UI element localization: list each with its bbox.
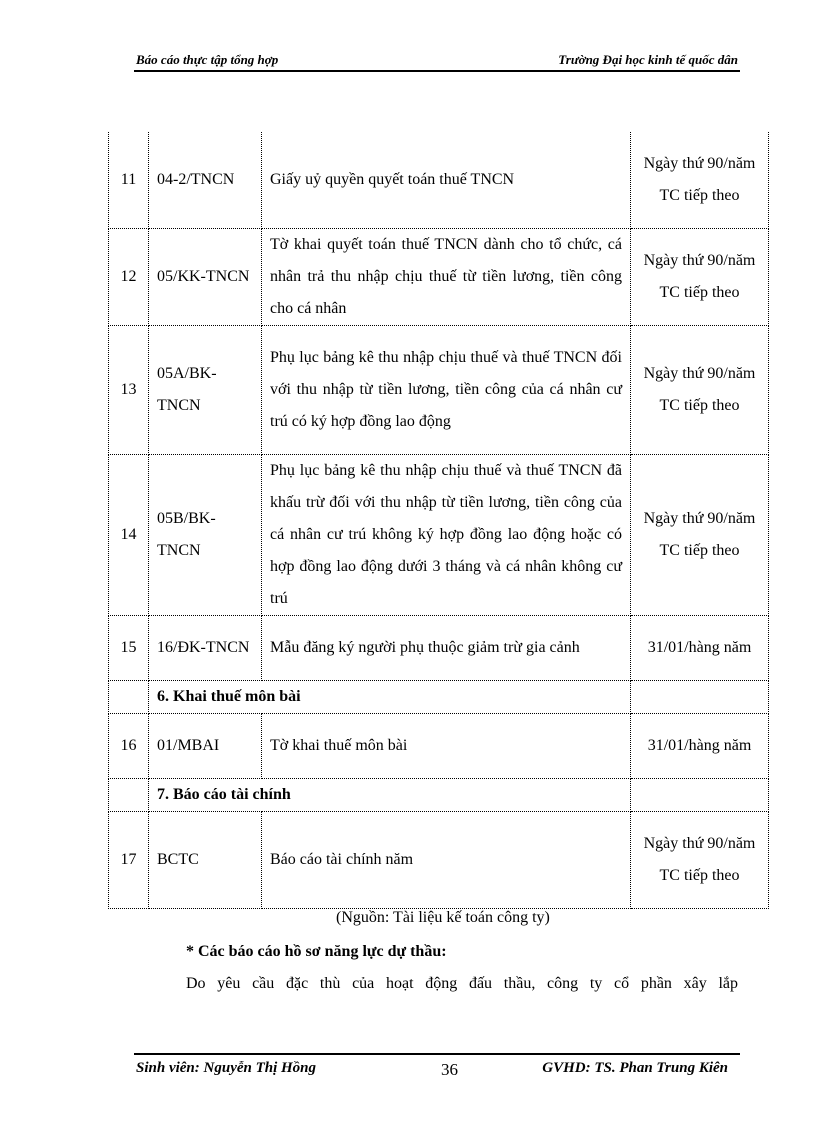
page-footer [134, 1053, 740, 1079]
section-heading-tax-license: 6. Khai thuế môn bài [149, 681, 631, 714]
form-code: 05/KK-TNCN [149, 229, 262, 326]
table-row [109, 326, 769, 455]
filing-deadline: Ngày thứ 90/năm TC tiếp theo [631, 326, 769, 455]
form-code: 16/ĐK-TNCN [149, 616, 262, 681]
header-left-title: Báo cáo thực tập tổng hợp [136, 52, 279, 67]
empty-cell [109, 779, 149, 812]
table-row [109, 455, 769, 616]
row-number: 17 [109, 812, 149, 909]
filing-deadline: Ngày thứ 90/năm TC tiếp theo [631, 132, 769, 229]
form-description: Phụ lục bảng kê thu nhập chịu thuế và thuế TNCN đối với thu nhập từ tiền lương, tiền công của cá nhân cư trú có ký hợp đồng lao động [262, 326, 631, 455]
form-code: 01/MBAI [149, 714, 262, 779]
body-paragraph: Do yêu cầu đặc thù của hoạt động đấu thầu, công ty cổ phần xây lắp [186, 975, 738, 992]
header-right-title: Trường Đại học kinh tế quốc dân [558, 52, 738, 67]
tax-forms-table [108, 132, 769, 909]
footer-student: Sinh viên: Nguyễn Thị Hồng [136, 1060, 317, 1076]
row-number: 13 [109, 326, 149, 455]
filing-deadline: 31/01/hàng năm [631, 714, 769, 779]
form-code: 05A/BK-TNCN [149, 326, 262, 455]
empty-cell [631, 779, 769, 812]
empty-cell [631, 681, 769, 714]
form-code: BCTC [149, 812, 262, 909]
form-code: 05B/BK-TNCN [149, 455, 262, 616]
section-heading-financial-report: 7. Báo cáo tài chính [149, 779, 631, 812]
filing-deadline: Ngày thứ 90/năm TC tiếp theo [631, 812, 769, 909]
empty-cell [109, 681, 149, 714]
page-number: 36 [441, 1060, 458, 1079]
row-number: 12 [109, 229, 149, 326]
section-row [109, 779, 769, 812]
form-description: Giấy uỷ quyền quyết toán thuế TNCN [262, 132, 631, 229]
section-row [109, 681, 769, 714]
table-row [109, 714, 769, 779]
table-source-note: (Nguồn: Tài liệu kế toán công ty) [336, 909, 550, 926]
row-number: 14 [109, 455, 149, 616]
row-number: 11 [109, 132, 149, 229]
form-code: 04-2/TNCN [149, 132, 262, 229]
page-header [134, 50, 740, 72]
filing-deadline: Ngày thứ 90/năm TC tiếp theo [631, 229, 769, 326]
table-row [109, 616, 769, 681]
section-heading: * Các báo cáo hồ sơ năng lực dự thầu: [186, 943, 447, 960]
table-row [109, 812, 769, 909]
form-description: Tờ khai thuế môn bài [262, 714, 631, 779]
form-description: Mẫu đăng ký người phụ thuộc giảm trừ gia cảnh [262, 616, 631, 681]
row-number: 16 [109, 714, 149, 779]
filing-deadline: 31/01/hàng năm [631, 616, 769, 681]
form-description: Báo cáo tài chính năm [262, 812, 631, 909]
footer-advisor: GVHD: TS. Phan Trung Kiên [542, 1060, 728, 1076]
form-description: Tờ khai quyết toán thuế TNCN dành cho tổ chức, cá nhân trả thu nhập chịu thuế từ tiền lương, tiền công cho cá nhân [262, 229, 631, 326]
filing-deadline: Ngày thứ 90/năm TC tiếp theo [631, 455, 769, 616]
table-row [109, 132, 769, 229]
table-row [109, 229, 769, 326]
form-description: Phụ lục bảng kê thu nhập chịu thuế và thuế TNCN đã khấu trừ đối với thu nhập từ tiền lương, tiền công của cá nhân cư trú không ký hợp đồng lao động hoặc có hợp đồng lao động dưới 3 tháng và cá nhân không cư trú [262, 455, 631, 616]
row-number: 15 [109, 616, 149, 681]
